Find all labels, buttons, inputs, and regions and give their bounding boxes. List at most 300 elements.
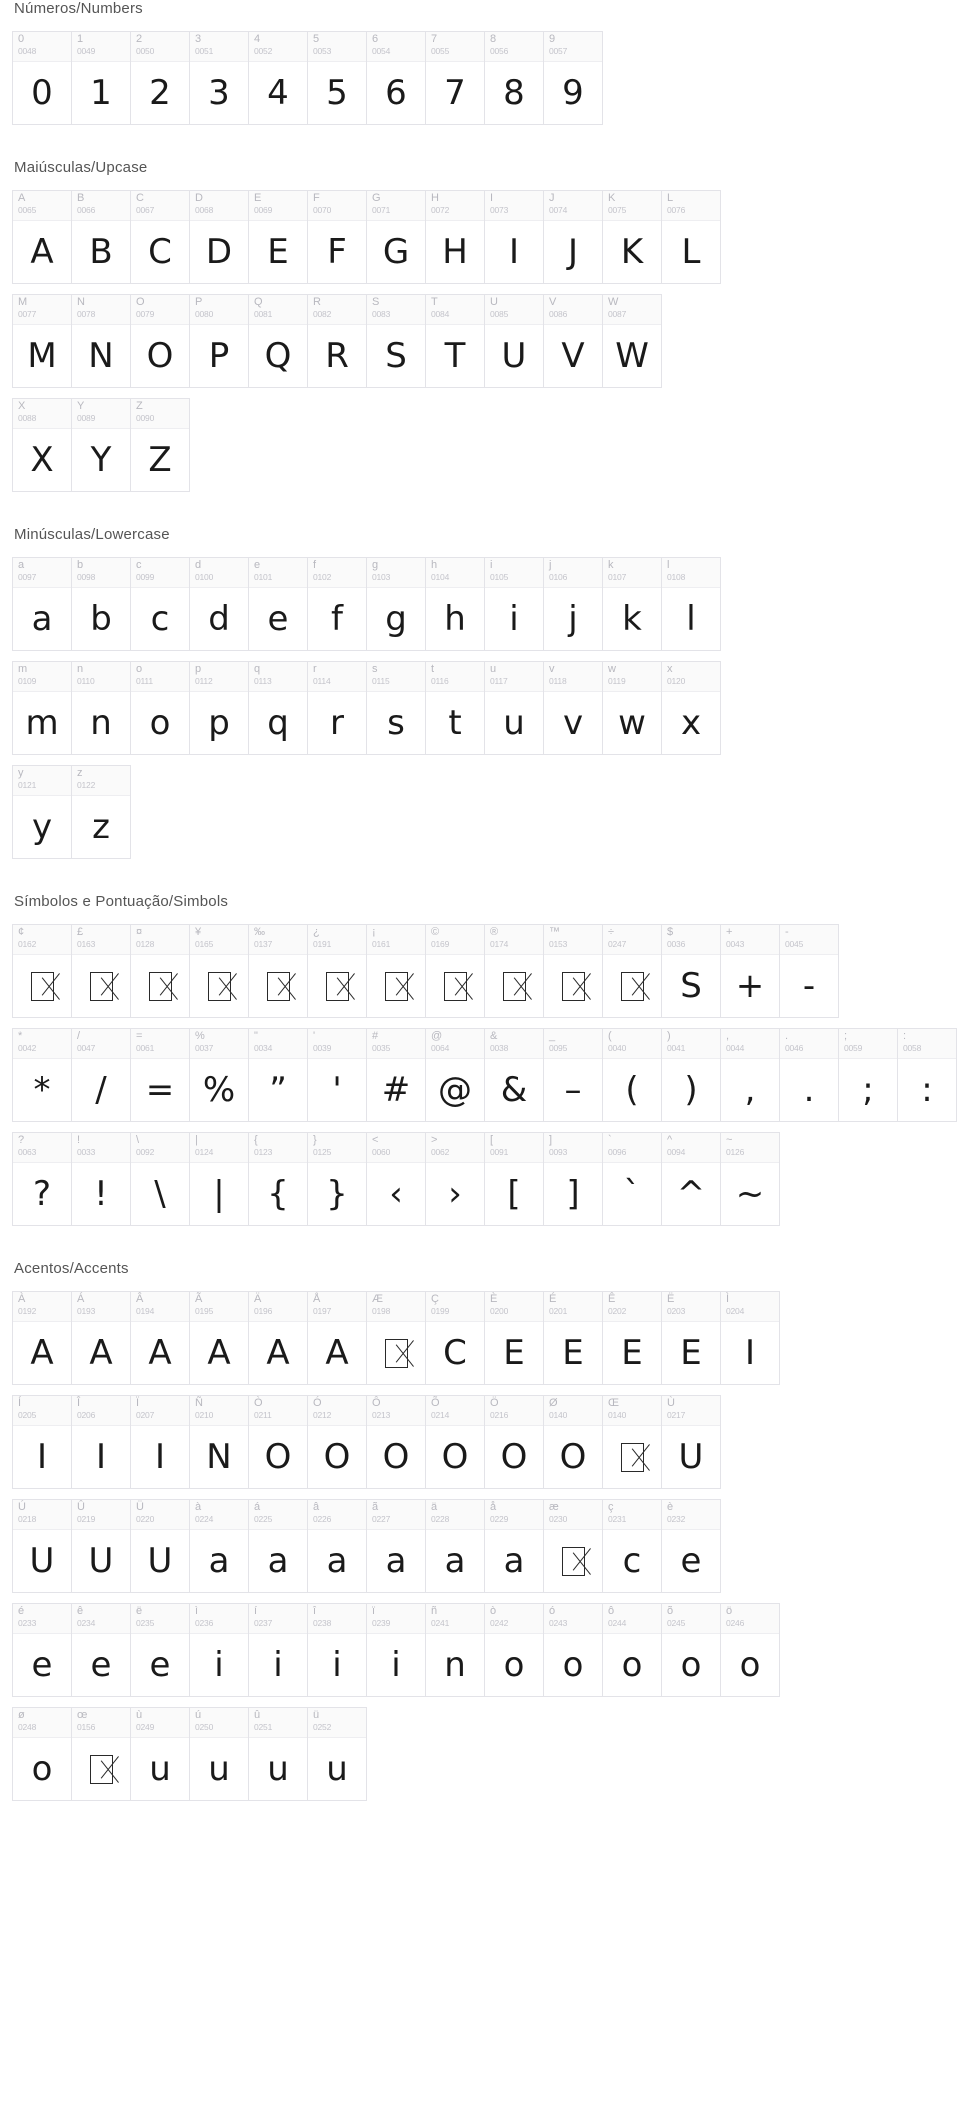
glyph-cell[interactable] [367,1133,426,1226]
glyph-cell-header [485,1500,543,1530]
glyph-cell-header [190,295,248,325]
glyph-cell[interactable] [544,662,603,755]
glyph-cell[interactable] [367,558,426,651]
glyph-cell[interactable] [72,1292,131,1385]
glyph-code-label: 0244 [608,1618,627,1628]
glyph-cell[interactable] [131,1133,190,1226]
glyph-preview: o [562,1645,584,1685]
glyph-cell[interactable] [13,399,72,492]
glyph-cell[interactable] [131,558,190,651]
glyph-cell[interactable] [190,662,249,755]
glyph-cell[interactable] [721,1133,780,1226]
glyph-code-label: 0174 [490,939,509,949]
glyph-cell-header [249,1708,307,1738]
glyph-cell-header [485,1396,543,1426]
glyph-cell-header [603,662,661,692]
glyph-preview: I [36,1437,48,1477]
glyph-preview: U [147,1541,173,1581]
glyph-cell[interactable] [662,1396,721,1489]
glyph-code-label: 0213 [372,1410,391,1420]
glyph-char-label: Ï [136,1397,140,1409]
glyph-cell-header [13,1292,71,1322]
glyph-preview: n [90,703,112,743]
glyph-cell[interactable] [367,32,426,125]
glyph-cell[interactable] [308,558,367,651]
glyph-cell[interactable] [131,191,190,284]
glyph-cell[interactable] [72,1133,131,1226]
glyph-code-label: 0114 [313,676,331,686]
glyph-cell[interactable] [308,662,367,755]
glyph-char-label: c [136,559,142,571]
glyph-cell[interactable] [308,191,367,284]
glyph-char-label: ™ [549,926,560,938]
glyph-cell[interactable] [13,1133,72,1226]
glyph-cell[interactable] [485,1396,544,1489]
glyph-cell[interactable] [367,1292,426,1385]
glyph-preview: T [444,336,466,376]
glyph-cell[interactable] [13,558,72,651]
glyph-cell-header [603,558,661,588]
glyph-cell-header [485,558,543,588]
glyph-cell[interactable] [249,1029,308,1122]
glyph-cell[interactable] [662,191,721,284]
glyph-cell[interactable] [308,1500,367,1593]
glyph-char-label: i [490,559,493,571]
glyph-cell-header [367,1604,425,1634]
glyph-cell[interactable] [662,925,721,1018]
glyph-cell[interactable] [485,1133,544,1226]
glyph-cell-header [72,662,130,692]
glyph-cell-header [426,558,484,588]
glyph-cell[interactable] [426,1500,485,1593]
glyph-cell[interactable] [308,1029,367,1122]
glyph-code-label: 0045 [785,939,804,949]
glyph-cell[interactable] [603,925,662,1018]
glyph-char-label: ( [608,1030,612,1042]
glyph-code-label: 0099 [136,572,155,582]
glyph-cell[interactable] [367,1604,426,1697]
glyph-cell-header [485,1292,543,1322]
glyph-cell[interactable] [72,1396,131,1489]
glyph-preview: O [264,1437,292,1477]
glyph-cell[interactable] [367,662,426,755]
glyph-preview: 2 [149,73,171,113]
glyph-row [12,1132,780,1226]
glyph-cell[interactable] [190,32,249,125]
glyph-cell[interactable] [485,925,544,1018]
glyph-cell[interactable] [544,1500,603,1593]
glyph-cell[interactable] [13,1708,72,1801]
glyph-cell[interactable] [13,1396,72,1489]
glyph-char-label: è [667,1501,674,1513]
glyph-cell[interactable] [426,32,485,125]
glyph-preview: - [802,966,816,1006]
glyph-code-label: 0246 [726,1618,745,1628]
glyph-cell-header [308,1292,366,1322]
glyph-cell[interactable] [721,1029,780,1122]
glyph-cell[interactable] [603,1292,662,1385]
glyph-char-label: û [254,1709,261,1721]
glyph-char-label: é [18,1605,25,1617]
glyph-cell[interactable] [308,1292,367,1385]
glyph-char-label: â [313,1501,320,1513]
glyph-cell[interactable] [544,191,603,284]
glyph-cell[interactable] [662,1133,721,1226]
glyph-preview: r [330,703,344,743]
glyph-cell[interactable] [603,1029,662,1122]
glyph-cell[interactable] [721,925,780,1018]
glyph-cell[interactable] [72,1500,131,1593]
glyph-cell-header [308,925,366,955]
glyph-cell[interactable] [13,295,72,388]
glyph-cell[interactable] [72,295,131,388]
glyph-cell[interactable] [249,1500,308,1593]
glyph-preview: p [208,703,230,743]
glyph-cell[interactable] [13,1604,72,1697]
glyph-code-label: 0251 [254,1722,273,1732]
glyph-cell[interactable] [131,925,190,1018]
tofu-box-shape [326,972,349,1001]
glyph-code-label: 0193 [77,1306,96,1316]
glyph-cell-header [131,1604,189,1634]
glyph-preview: R [325,336,349,376]
glyph-cell-header [662,1029,720,1059]
glyph-preview: ? [32,1174,52,1214]
glyph-cell[interactable] [426,558,485,651]
glyph-cell[interactable] [131,1500,190,1593]
glyph-cell[interactable] [485,1500,544,1593]
glyph-cell[interactable] [662,662,721,755]
glyph-cell[interactable] [308,1604,367,1697]
glyph-cell[interactable] [72,32,131,125]
glyph-code-label: 0236 [195,1618,214,1628]
glyph-cell-header [249,295,307,325]
glyph-cell[interactable] [544,925,603,1018]
glyph-cell-header [13,1029,71,1059]
glyph-cell[interactable] [367,925,426,1018]
glyph-cell[interactable] [662,1500,721,1593]
glyph-cell[interactable] [603,191,662,284]
glyph-cell-header [426,191,484,221]
glyph-cell[interactable] [249,925,308,1018]
glyph-char-label: Ã [195,1293,203,1305]
glyph-cell-header [544,558,602,588]
glyph-cell[interactable] [544,558,603,651]
glyph-cell[interactable] [131,1396,190,1489]
glyph-cell[interactable] [131,1708,190,1801]
glyph-cell[interactable] [249,1133,308,1226]
glyph-cell[interactable] [131,1292,190,1385]
glyph-cell[interactable] [13,1500,72,1593]
glyph-cell[interactable] [603,1500,662,1593]
glyph-cell[interactable] [249,1604,308,1697]
glyph-cell[interactable] [426,1604,485,1697]
missing-glyph-icon [485,955,543,1017]
glyph-cell-header [544,925,602,955]
glyph-cell[interactable] [839,1029,898,1122]
glyph-cell[interactable] [308,1396,367,1489]
glyph-code-label: 0093 [549,1147,568,1157]
glyph-cell[interactable] [603,1604,662,1697]
glyph-cell-header [544,1604,602,1634]
glyph-char-label: 4 [254,33,261,45]
glyph-cell[interactable] [485,1292,544,1385]
glyph-cell[interactable] [308,32,367,125]
glyph-code-label: 0074 [549,205,568,215]
glyph-cell[interactable] [190,191,249,284]
glyph-preview: + [735,966,765,1006]
glyph-char-label: 2 [136,33,143,45]
glyph-char-label: / [77,1030,81,1042]
glyph-cell[interactable] [249,1396,308,1489]
glyph-cell[interactable] [13,925,72,1018]
glyph-cell-header [367,32,425,62]
glyph-cell[interactable] [603,295,662,388]
glyph-cell-header [13,191,71,221]
glyph-cell-header [367,662,425,692]
glyph-preview: O [323,1437,351,1477]
glyph-cell-header [249,1029,307,1059]
glyph-code-label: 0081 [254,309,273,319]
glyph-cell[interactable] [190,1708,249,1801]
glyph-cell[interactable] [72,558,131,651]
glyph-preview: O [441,1437,469,1477]
glyph-cell[interactable] [426,662,485,755]
glyph-preview: @ [438,1070,472,1110]
glyph-char-label: Å [313,1293,321,1305]
tofu-box-shape [385,1339,408,1368]
glyph-cell[interactable] [131,1604,190,1697]
glyph-cell[interactable] [485,558,544,651]
glyph-cell[interactable] [72,662,131,755]
glyph-cell[interactable] [131,662,190,755]
glyph-preview: e [149,1645,171,1685]
glyph-char-label: ú [195,1709,202,1721]
glyph-cell[interactable] [13,662,72,755]
glyph-char-label: ¡ [372,926,376,938]
glyph-cell-header [544,1029,602,1059]
glyph-cell-header [603,295,661,325]
glyph-cell[interactable] [544,1133,603,1226]
glyph-cell[interactable] [426,191,485,284]
glyph-cell-header [249,1292,307,1322]
glyph-cell[interactable] [603,1396,662,1489]
glyph-preview: u [267,1749,289,1789]
glyph-cell[interactable] [367,1396,426,1489]
glyph-preview: A [207,1333,231,1373]
glyph-cell-header [13,1500,71,1530]
glyph-cell[interactable] [308,1133,367,1226]
glyph-cell[interactable] [426,1133,485,1226]
glyph-cell[interactable] [190,1604,249,1697]
glyph-char-label: ' [313,1030,316,1042]
glyph-cell-header [367,558,425,588]
glyph-cell[interactable] [72,925,131,1018]
glyph-cell[interactable] [485,295,544,388]
glyph-cell[interactable] [426,1029,485,1122]
glyph-cell[interactable] [544,1604,603,1697]
glyph-cell[interactable] [190,1133,249,1226]
glyph-cell[interactable] [72,766,131,859]
glyph-cell[interactable] [603,1133,662,1226]
glyph-code-label: 0098 [77,572,96,582]
glyph-char-label: Í [18,1397,22,1409]
tofu-box-icon [208,972,231,1001]
glyph-cell[interactable] [13,766,72,859]
glyph-code-label: 0226 [313,1514,332,1524]
glyph-cell[interactable] [13,1292,72,1385]
glyph-code-label: 0037 [195,1043,214,1053]
glyph-preview: P [208,336,230,376]
glyph-cell[interactable] [131,32,190,125]
glyph-cell[interactable] [485,32,544,125]
glyph-preview: Q [264,336,292,376]
glyph-cell[interactable] [721,1292,780,1385]
glyph-cell[interactable] [662,1292,721,1385]
glyph-code-label: 0242 [490,1618,509,1628]
glyph-cell[interactable] [721,1604,780,1697]
glyph-cell[interactable] [367,191,426,284]
glyph-cell[interactable] [72,1029,131,1122]
glyph-cell-header [367,1292,425,1322]
glyph-cell[interactable] [898,1029,957,1122]
glyph-cell-header [190,191,248,221]
glyph-char-label: - [785,926,789,938]
glyph-cell-header [131,1292,189,1322]
glyph-cell[interactable] [544,1029,603,1122]
glyph-cell[interactable] [426,295,485,388]
glyph-preview: E [621,1333,643,1373]
glyph-cell[interactable] [485,1029,544,1122]
glyph-cell[interactable] [367,1500,426,1593]
glyph-code-label: 0055 [431,46,450,56]
glyph-cell-header [308,1708,366,1738]
glyph-cell[interactable] [190,295,249,388]
glyph-preview: K [620,232,644,272]
glyph-preview: A [30,232,54,272]
glyph-cell[interactable] [72,1604,131,1697]
glyph-code-label: 0214 [431,1410,450,1420]
glyph-code-label: 0156 [77,1722,96,1732]
glyph-cell[interactable] [131,1029,190,1122]
glyph-cell[interactable] [544,1396,603,1489]
glyph-cell[interactable] [662,1029,721,1122]
glyph-cell[interactable] [485,191,544,284]
glyph-char-label: ù [136,1709,143,1721]
glyph-cell-header [426,1133,484,1163]
glyph-cell[interactable] [131,295,190,388]
glyph-cell[interactable] [13,191,72,284]
glyph-cell[interactable] [249,1708,308,1801]
glyph-preview: s [387,703,405,743]
glyph-cell[interactable] [308,1708,367,1801]
glyph-cell[interactable] [367,295,426,388]
glyph-cell[interactable] [72,399,131,492]
glyph-cell[interactable] [603,662,662,755]
glyph-cell-header [426,925,484,955]
glyph-cell[interactable] [367,1029,426,1122]
glyph-char-label: l [667,559,670,571]
glyph-cell[interactable] [544,1292,603,1385]
glyph-preview: A [266,1333,290,1373]
tofu-box-icon [621,972,644,1001]
glyph-char-label: & [490,1030,498,1042]
glyph-cell[interactable] [485,1604,544,1697]
glyph-cell[interactable] [426,925,485,1018]
glyph-code-label: 0049 [77,46,96,56]
glyph-cell[interactable] [249,1292,308,1385]
glyph-row [12,557,721,651]
glyph-cell-header [190,32,248,62]
glyph-cell[interactable] [190,1292,249,1385]
glyph-cell[interactable] [603,558,662,651]
glyph-cell[interactable] [662,1604,721,1697]
glyph-cell[interactable] [72,1708,131,1801]
glyph-cell[interactable] [72,191,131,284]
glyph-cell[interactable] [426,1292,485,1385]
glyph-preview: E [267,232,289,272]
glyph-preview: c [150,599,170,639]
glyph-char-label: Á [77,1293,85,1305]
glyph-cell[interactable] [190,1500,249,1593]
glyph-preview: h [444,599,466,639]
glyph-cell[interactable] [544,32,603,125]
glyph-cell[interactable] [485,662,544,755]
glyph-cell[interactable] [780,1029,839,1122]
glyph-cell[interactable] [780,925,839,1018]
glyph-cell-header [13,558,71,588]
glyph-cell[interactable] [662,558,721,651]
glyph-cell-header [603,1396,661,1426]
glyph-char-label: \ [136,1134,140,1146]
missing-glyph-icon [367,955,425,1017]
glyph-cell[interactable] [308,925,367,1018]
glyph-cell[interactable] [249,558,308,651]
glyph-preview: % [202,1070,236,1110]
glyph-cell[interactable] [544,295,603,388]
glyph-cell[interactable] [13,1029,72,1122]
glyph-char-label: ñ [431,1605,438,1617]
glyph-char-label: Î [77,1397,81,1409]
glyph-preview: › [448,1174,462,1214]
glyph-cell-header [485,1604,543,1634]
glyph-cell[interactable] [190,1029,249,1122]
tofu-box-shape [208,972,231,1001]
glyph-cell[interactable] [131,399,190,492]
glyph-cell[interactable] [249,32,308,125]
glyph-char-label: 6 [372,33,379,45]
glyph-cell[interactable] [308,295,367,388]
tofu-box-icon [503,972,526,1001]
glyph-preview: S [680,966,702,1006]
glyph-char-label: ¢ [18,926,25,938]
glyph-preview: Y [90,440,112,480]
glyph-cell-header [367,295,425,325]
glyph-cell[interactable] [249,191,308,284]
glyph-cell[interactable] [249,662,308,755]
glyph-cell[interactable] [190,925,249,1018]
glyph-preview: y [31,807,53,847]
glyph-cell[interactable] [249,295,308,388]
glyph-preview: E [562,1333,584,1373]
glyph-cell[interactable] [426,1396,485,1489]
glyph-cell-header [249,925,307,955]
glyph-cell[interactable] [13,32,72,125]
glyph-cell[interactable] [190,1396,249,1489]
glyph-code-label: 0229 [490,1514,509,1524]
glyph-cell[interactable] [190,558,249,651]
glyph-cell-header [131,1396,189,1426]
